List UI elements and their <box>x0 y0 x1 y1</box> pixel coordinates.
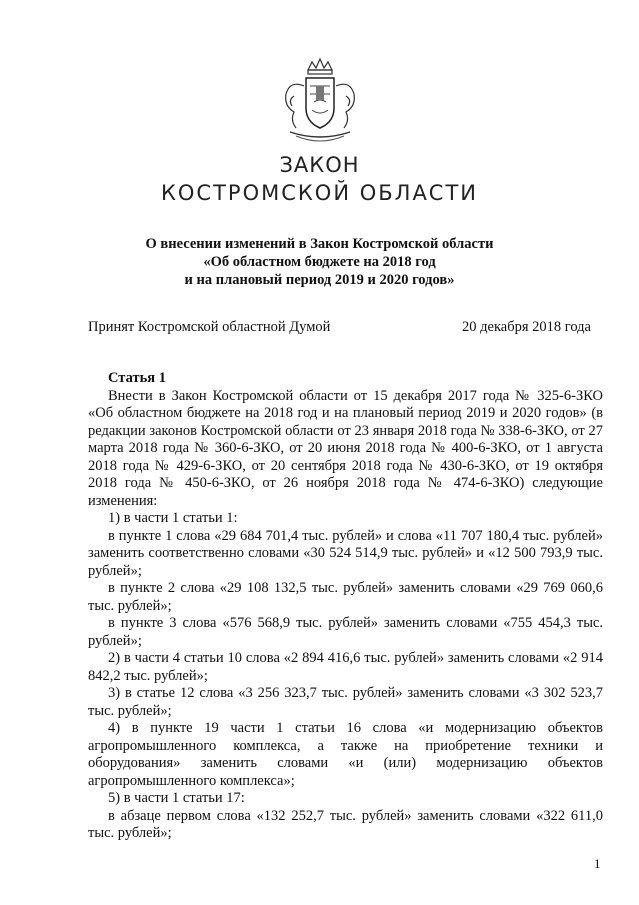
article-paragraph: 1) в части 1 статьи 1: <box>108 510 238 526</box>
article-1 <box>88 370 603 843</box>
coat-of-arms-graphic <box>270 56 370 146</box>
adoption-date: 20 декабря 2018 года <box>462 319 591 335</box>
page-number: 1 <box>594 856 601 871</box>
law-subject <box>0 235 639 289</box>
article-paragraph: в пункте 3 слова «576 568,9 тыс. рублей» заменить словами «755 454,3 тыс. рублей»; <box>88 615 603 649</box>
article-paragraph: в пункте 2 слова «29 108 132,5 тыс. рублей» заменить словами «29 769 060,6 тыс. рублей»; <box>88 580 603 614</box>
article-paragraph: 3) в статье 12 слова «3 256 323,7 тыс. рублей» заменить словами «3 302 523,7 тыс. рублей»; <box>88 685 603 719</box>
law-title: ЗАКОН <box>279 153 360 177</box>
article-heading: Статья 1 <box>108 370 166 386</box>
adopted-by: Принят Костромской областной Думой <box>88 319 331 335</box>
law-subject-line: О внесении изменений в Закон Костромской области <box>145 236 494 252</box>
law-subject-line: «Об областном бюджете на 2018 год <box>203 254 436 270</box>
article-paragraph: Внести в Закон Костромской области от 15 декабря 2017 года № 325-6-ЗКО «Об областном бюджете на 2018 год и на плановый период 2019 и 2020 годов» (в редакции законов Костромской области от 23 января 2018 года № 338-6-ЗКО, от 27 марта 2018 года № 360-6-ЗКО, от 20 июня 2018 года № 400-6-ЗКО, от 1 августа 2018 года № 429-6-ЗКО, от 20 сентября 2018 года № 430-6-ЗКО, от 19 октября 2018 года № 450-6-ЗКО, от 26 ноября 2018 года № 474-6-ЗКО) следующие изменения: <box>88 387 603 509</box>
article-paragraph: 4) в пункте 19 части 1 статьи 16 слова «и модернизацию объектов агропромышленного комплекса, а также на приобретение техники и оборудования» заменить словами «и (или) модернизацию объектов агропромышленного комплекса»; <box>88 720 603 789</box>
law-region-title: КОСТРОМСКОЙ ОБЛАСТИ <box>160 181 479 205</box>
article-paragraph: 5) в части 1 статьи 17: <box>108 790 245 806</box>
article-paragraph: в абзаце первом слова «132 252,7 тыс. рублей» заменить словами «322 611,0 тыс. рублей»; <box>88 807 603 841</box>
law-subject-line: и на плановый период 2019 и 2020 годов» <box>184 272 455 288</box>
article-paragraph: 2) в части 4 статьи 10 слова «2 894 416,6 тыс. рублей» заменить словами «2 914 842,2 тыс. рублей»; <box>88 650 603 684</box>
article-paragraph: в пункте 1 слова «29 684 701,4 тыс. рублей» и слова «11 707 180,4 тыс. рублей» заменить соответственно словами «30 524 514,9 тыс. рублей» и «12 500 793,9 тыс. рублей»; <box>88 527 603 579</box>
coat-of-arms-icon <box>270 56 370 146</box>
